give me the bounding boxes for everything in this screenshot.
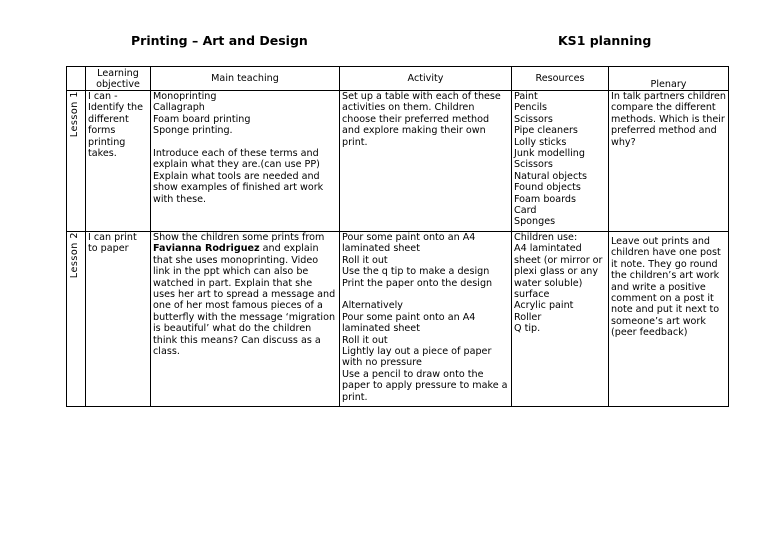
lesson-2-resources — [512, 232, 609, 407]
method-item: Monoprinting — [153, 91, 217, 102]
lesson-1-label: Lesson 1 — [69, 91, 80, 138]
plenary-text: Leave out prints and children have one post it note. They go round the children’s art work and write a positive comment on a post it note and put it next to someone’s art work (peer feedback) — [611, 236, 724, 339]
activity-header: Activity — [340, 67, 512, 91]
teaching-rest: and explain that she uses monoprinting. Video link in the ppt which can also be watched in part. Explain that she uses her art to spread a message and one of her most famous pieces of a butterfly with the message ‘migration is beautiful’ what do the children think this means? Can discuss as a class. — [153, 243, 336, 358]
resource-item: Junk modelling — [514, 148, 585, 160]
lesson-header-cell — [67, 67, 86, 91]
lesson-1-activity: Set up a table with each of these activities on them. Children choose their preferred method and explore making their own print. — [340, 91, 512, 232]
resource-item: Q tip. — [514, 323, 541, 335]
activity-step: Roll it out — [342, 334, 388, 346]
lesson-2-label: Lesson 2 — [69, 232, 80, 279]
method-item: Sponge printing. — [153, 125, 233, 137]
planning-table — [66, 66, 729, 407]
resource-item: Paint — [514, 91, 538, 102]
resource-item: Foam boards — [514, 193, 577, 205]
method-item: Foam board printing — [153, 113, 251, 125]
resource-item: Lolly sticks — [514, 136, 567, 148]
activity-step: Roll it out — [342, 254, 388, 266]
resource-item: Roller — [514, 311, 542, 323]
method-item: Callagraph — [153, 102, 205, 114]
resource-item: A4 lamintated sheet (or mirror or plexi glass or any water soluble) surface — [514, 243, 606, 301]
lesson-2-activity — [340, 232, 512, 407]
key-stage-label: KS1 planning — [558, 33, 652, 48]
page-title: Printing – Art and Design — [131, 33, 308, 48]
spacer — [342, 289, 509, 300]
activity-step: Pour some paint onto an A4 laminated sheet — [342, 311, 479, 335]
objective-header: Learning objective — [86, 67, 151, 91]
resource-item: Pipe cleaners — [514, 125, 578, 137]
header-row — [67, 67, 729, 91]
lesson-2-row — [67, 232, 729, 407]
resource-item: Pencils — [514, 102, 548, 114]
resources-header: Resources — [512, 67, 609, 91]
lesson-2-teaching — [151, 232, 340, 407]
teaching-text: Introduce each of these terms and explain what they are.(can use PP) Explain what tools are needed and show examples of finished art work with these. — [153, 148, 327, 205]
activity-step: Use the q tip to make a design — [342, 266, 490, 278]
teaching-header: Main teaching — [151, 67, 340, 91]
resource-item: Scissors — [514, 159, 553, 171]
artist-name: Favianna Rodriguez — [153, 243, 260, 255]
plenary-header: Plenary — [609, 67, 729, 91]
alternative-label: Alternatively — [342, 300, 403, 312]
lesson-2-plenary — [609, 232, 729, 407]
lesson-1-row — [67, 91, 729, 232]
lesson-1-teaching — [151, 91, 340, 232]
lesson-1-objective: I can - Identify the different forms printing takes. — [86, 91, 151, 232]
spacer — [153, 137, 337, 148]
activity-step: Lightly lay out a piece of paper with no pressure — [342, 346, 495, 369]
resource-item: Acrylic paint — [514, 300, 574, 312]
activity-step: Pour some paint onto an A4 laminated sheet — [342, 232, 479, 255]
lesson-1-label-cell — [67, 91, 86, 232]
resource-item: Scissors — [514, 113, 553, 125]
lesson-1-resources — [512, 91, 609, 232]
lesson-1-plenary: In talk partners children compare the different methods. Which is their preferred method and why? — [609, 91, 729, 232]
teaching-intro: Show the children some prints from — [153, 232, 325, 243]
resources-intro: Children use: — [514, 232, 578, 243]
resource-item: Natural objects — [514, 170, 587, 182]
resource-item: Found objects — [514, 182, 581, 194]
resource-item: Card — [514, 205, 537, 217]
activity-step: Use a pencil to draw onto the paper to apply pressure to make a print. — [342, 368, 511, 403]
resource-item: Sponges — [514, 216, 556, 228]
lesson-2-label-cell — [67, 232, 86, 407]
activity-step: Print the paper onto the design — [342, 277, 493, 289]
lesson-2-objective: I can print to paper — [86, 232, 151, 407]
